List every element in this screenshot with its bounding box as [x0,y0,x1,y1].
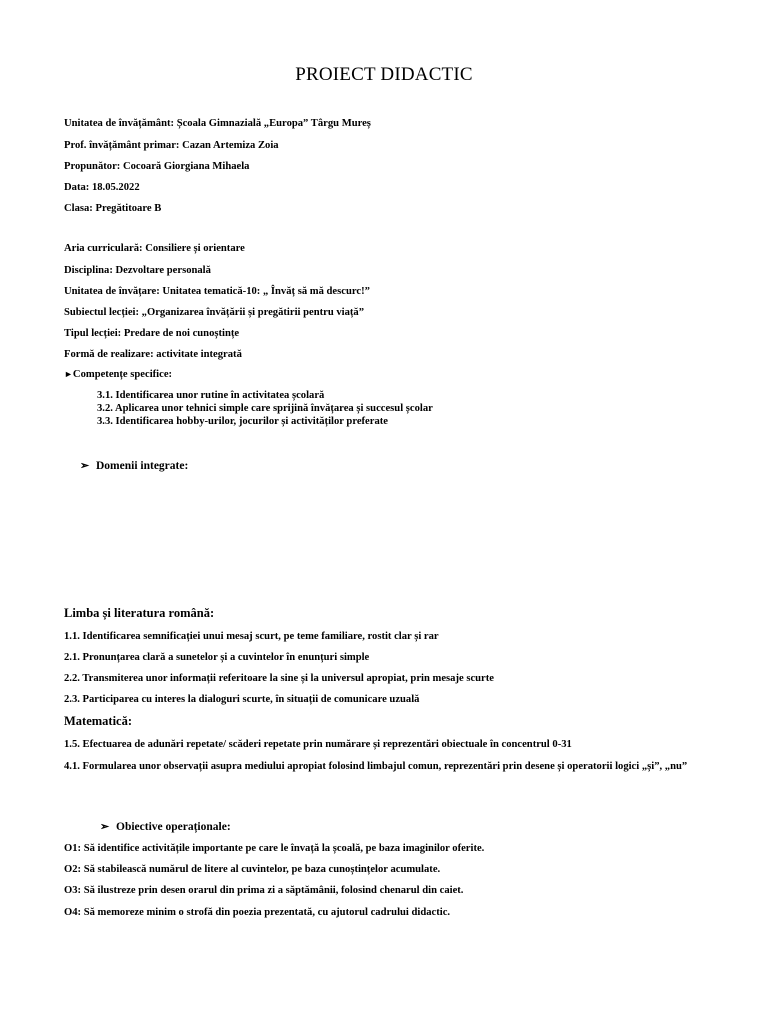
competence-item: 3.2. Aplicarea unor tehnici simple care sprijină învățarea și succesul școlar [97,403,433,414]
obiective-heading [100,820,231,833]
competence-item: 3.1. Identificarea unor rutine în activitatea școlară [97,390,325,401]
limba-item: 2.3. Participarea cu interes la dialoguri scurte, în situații de comunicare uzuală [64,694,420,705]
limba-item: 1.1. Identificarea semnificației unui mesaj scurt, pe teme familiare, rostit clar și rar [64,631,439,642]
objective-item: O1: Să identifice activitățile importante pe care le învață la școală, pe baza imaginilor oferite. [64,843,485,854]
teacher: Prof. învățământ primar: Cazan Artemiza Zoia [64,140,279,151]
limba-heading: Limba și literatura română: [64,606,215,620]
school-unit: Unitatea de învățământ: Școala Gimnazială „Europa” Târgu Mureș [64,118,371,129]
competence-item: 3.3. Identificarea hobby-urilor, jocurilor și activităților preferate [97,416,388,427]
realization-form: Formă de realizare: activitate integrată [64,349,242,360]
matematica-heading: Matematică: [64,714,133,728]
domenii-heading-label: Domenii integrate: [96,460,189,472]
objective-item: O3: Să ilustreze prin desen orarul din prima zi a săptămânii, folosind chenarul din caiet. [64,885,464,896]
objective-item: O4: Să memoreze minim o strofă din poezia prezentată, cu ajutorul cadrului didactic. [64,907,451,918]
competente-heading [64,369,172,380]
lesson-subject: Subiectul lecției: „Organizarea învățării și pregătirii pentru viață” [64,307,365,318]
learning-unit: Unitatea de învățare: Unitatea tematică-10: „ Învăț să mă descurc!” [64,286,370,297]
document-title: PROIECT DIDACTIC [295,64,473,85]
discipline: Disciplina: Dezvoltare personală [64,265,211,276]
curricular-area: Aria curriculară: Consiliere și orientare [64,243,245,254]
competente-heading-label: Competențe specifice: [72,369,173,380]
lesson-type: Tipul lecției: Predare de noi cunoștințe [64,328,240,339]
triangle-bullet-icon: ► [64,369,73,379]
arrow-bullet-icon: ➢ [100,821,110,833]
domenii-heading [80,459,188,472]
objective-item: O2: Să stabilească numărul de litere al cuvintelor, pe baza cunoștințelor acumulate. [64,864,441,875]
matematica-item: 1.5. Efectuarea de adunări repetate/ scăderi repetate prin numărare și reprezentări obiectuale în concentrul 0-31 [64,739,572,750]
date: Data: 18.05.2022 [64,182,140,193]
limba-item: 2.1. Pronunțarea clară a sunetelor și a cuvintelor în enunțuri simple [64,652,370,663]
arrow-bullet-icon: ➢ [80,460,90,472]
limba-item: 2.2. Transmiterea unor informații referitoare la sine și la universul apropiat, prin mesaje scurte [64,673,494,684]
obiective-heading-label: Obiective operaționale: [116,821,231,833]
class: Clasa: Pregătitoare B [64,203,162,214]
proposer: Propunător: Cocoară Giorgiana Mihaela [64,161,250,172]
matematica-item: 4.1. Formularea unor observații asupra mediului apropiat folosind limbajul comun, reprezentări prin desene și operatorii logici „și”, „nu” [64,761,688,772]
